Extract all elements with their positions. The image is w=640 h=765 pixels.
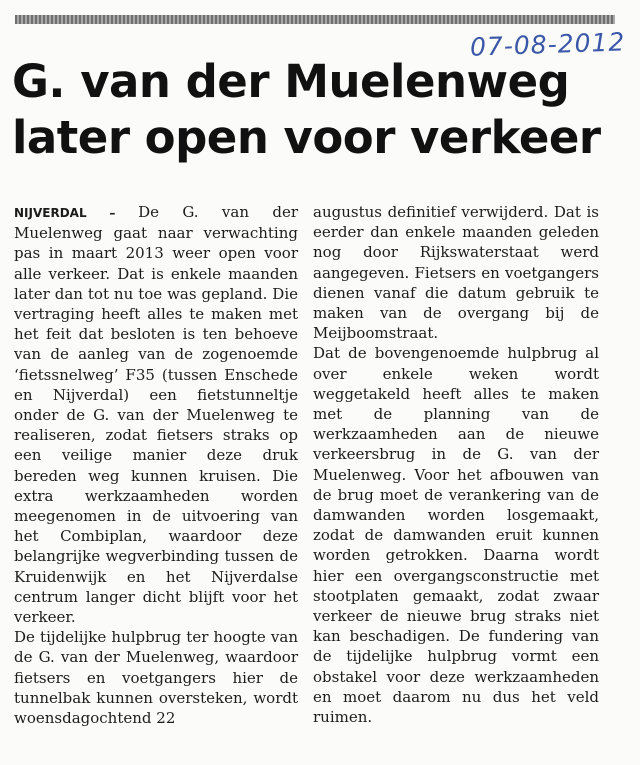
article-column-right (313, 202, 599, 727)
headline (12, 54, 632, 166)
dateline: NIJVERDAL – (14, 206, 139, 220)
article-column-left (14, 202, 298, 728)
paragraph-2-continued: augustus definitief verwijderd. Dat is eerder dan enkele maanden geleden nog door Rijkswaterstaat werd aangegeven. Fietsers en voetgangers dienen vanaf die datum gebruik te maken van de overgang bij de Meijboomstraat. (313, 203, 599, 343)
handwritten-date: 07-08-2012 (469, 27, 626, 62)
headline-line-2: later open voor verkeer (12, 111, 601, 164)
headline-line-1: G. van der Muelenweg (12, 55, 570, 108)
paragraph-1 (14, 202, 298, 627)
top-rule (15, 15, 615, 24)
paragraph-1-text: De G. van der Muelenweg gaat naar verwachting pas in maart 2013 weer open voor alle verkeer. Dat is enkele maanden later dan tot nu toe was gepland. Die vertraging heeft alles te maken met het feit dat besloten is ten behoeve van de aanleg van de zogenoemde ‘fietssnelweg’ F35 (tussen Enschede en Nijverdal) een fietstunneltje onder de G. van der Muelenweg te realiseren, zodat fietsers straks op een veilige manier deze druk bereden weg kunnen kruisen. Die extra werkzaamheden worden meegenomen in de uitvoering van het Combiplan, waardoor deze belangrijke wegverbinding tussen de Kruidenwijk en het Nijverdalse centrum langer dicht blijft voor het verkeer. (14, 203, 298, 627)
paragraph-2: De tijdelijke hulpbrug ter hoogte van de G. van der Muelenweg, waardoor fietsers en voetgangers hier de tunnelbak kunnen oversteken, wordt woensdagochtend 22 (14, 628, 298, 728)
paragraph-3: Dat de bovengenoemde hulpbrug al over enkele weken wordt weggetakeld heeft alles te maken met de planning van de werkzaamheden aan de nieuwe verkeersbrug in de G. van der Muelenweg. Voor het afbouwen van de brug moet de verankering van de damwanden worden losgemaakt, zodat de damwanden eruit kunnen worden getrokken. Daarna wordt hier een overgangsconstructie met stootplaten gemaakt, zodat zwaar verkeer de nieuwe brug straks niet kan beschadigen. De fundering van de tijdelijke hulpbrug vormt een obstakel voor deze werkzaamheden en moet daarom nu dus het veld ruimen. (313, 344, 599, 727)
